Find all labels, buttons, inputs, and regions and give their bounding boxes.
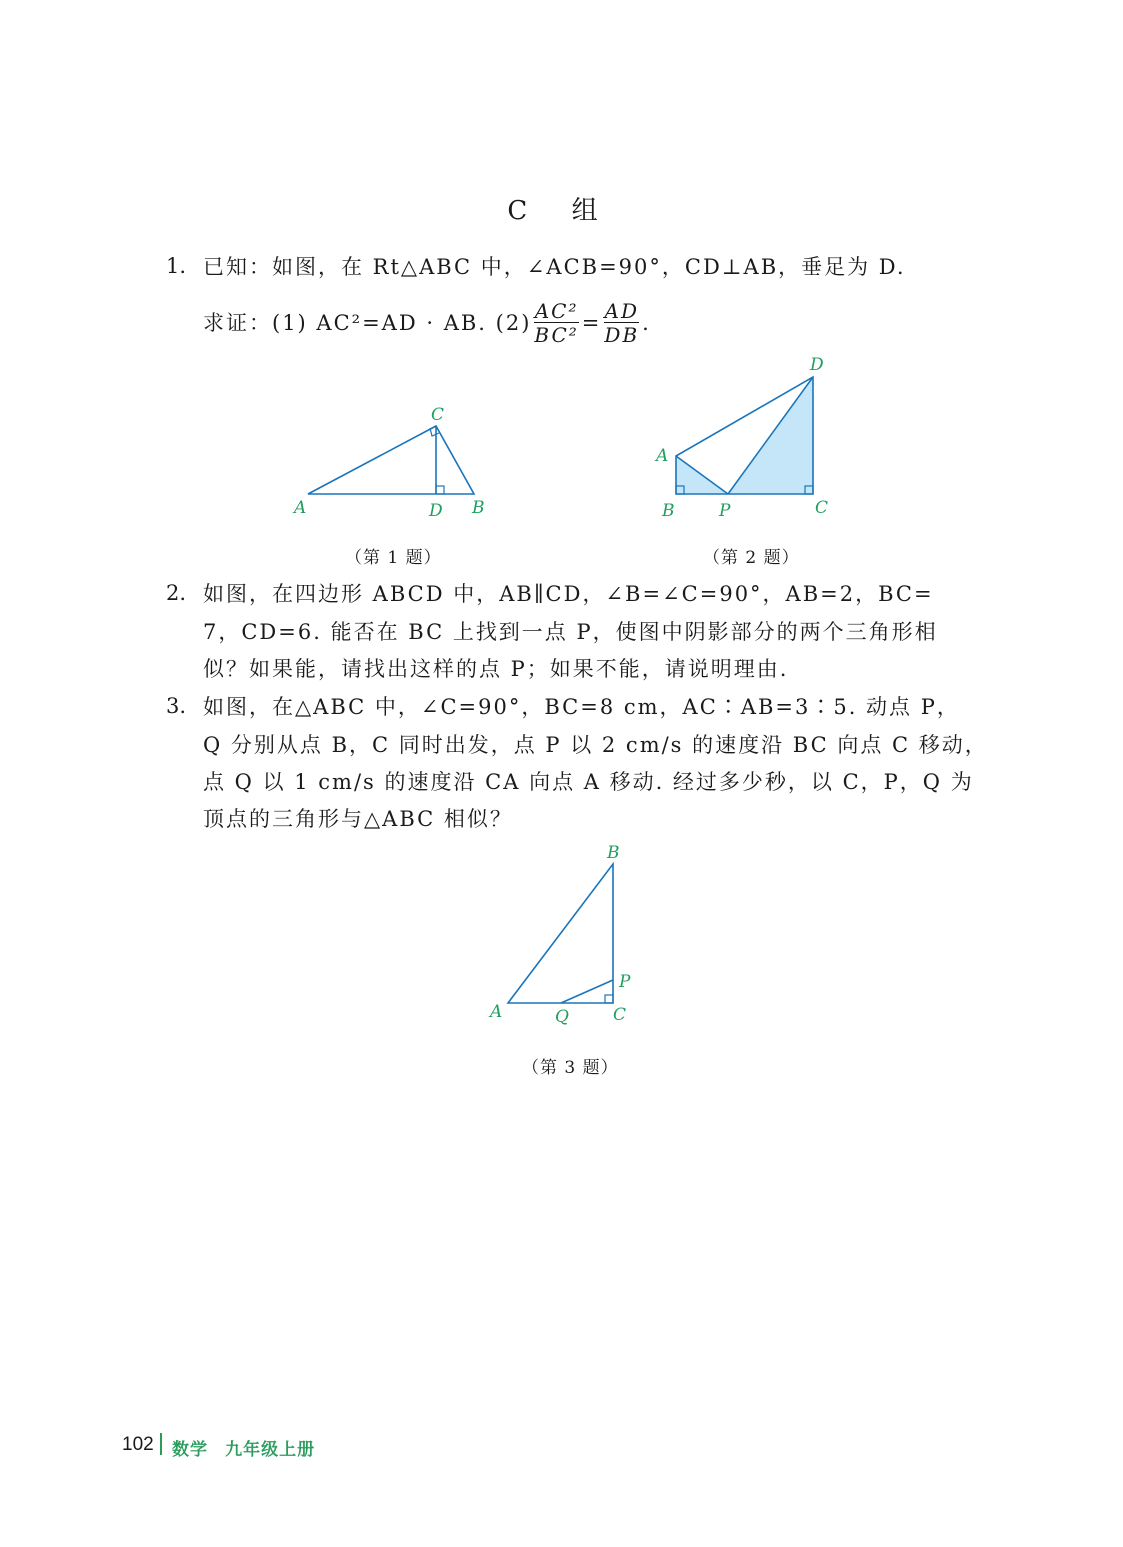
- figure2: [654, 355, 828, 521]
- figure3: [488, 843, 631, 1027]
- label-d: D: [429, 501, 443, 521]
- label-b: B: [607, 843, 620, 863]
- fraction-denominator: DB: [604, 323, 640, 347]
- label-c: C: [815, 498, 829, 518]
- right-angle-mark-d: [436, 486, 444, 494]
- triangle-abc: [508, 864, 613, 1003]
- problem1-number: 1.: [166, 254, 187, 278]
- label-p: P: [719, 501, 731, 521]
- problem2-number: 2.: [166, 581, 187, 605]
- label-c: C: [613, 1005, 627, 1025]
- label-q: Q: [555, 1007, 569, 1027]
- figure1-caption: （第 1 题）: [345, 548, 442, 568]
- problem3-line4: 顶点的三角形与△ABC 相似？: [203, 807, 513, 831]
- label-c: C: [431, 405, 445, 425]
- label-a: A: [490, 1002, 503, 1022]
- problem1-prove-text: 求证：(1) AC²=AD · AB. (2): [203, 311, 532, 335]
- problem1-line1: 已知：如图，在 Rt△ABC 中，∠ACB=90°，CD⊥AB，垂足为 D.: [203, 255, 906, 279]
- footer-divider: [160, 1433, 162, 1455]
- fraction-numerator: AD: [604, 299, 640, 323]
- problem3-line1: 如图，在△ABC 中，∠C=90°，BC=8 cm，AC∶AB=3∶5. 动点 P，: [203, 695, 960, 719]
- section-title: C 组: [507, 196, 616, 226]
- fraction-numerator: AC²: [534, 299, 579, 323]
- problem2-line1: 如图，在四边形 ABCD 中，AB∥CD，∠B=∠C=90°，AB=2，BC=: [203, 582, 934, 606]
- period: .: [642, 311, 651, 335]
- right-angle-mark-c: [605, 995, 613, 1003]
- label-a: A: [656, 446, 669, 466]
- label-d: D: [810, 355, 824, 375]
- fraction-denominator: BC²: [534, 323, 579, 347]
- label-a: A: [294, 498, 307, 518]
- triangle-abc: [308, 426, 474, 494]
- problem3-line2: Q 分别从点 B，C 同时出发，点 P 以 2 cm/s 的速度沿 BC 向点 C 移动，: [203, 733, 988, 757]
- problem2-line3: 似？如果能，请找出这样的点 P；如果不能，请说明理由.: [203, 657, 789, 681]
- equals-sign: =: [581, 311, 602, 335]
- figure2-caption: （第 2 题）: [703, 548, 800, 568]
- figure1: [292, 405, 485, 521]
- label-b: B: [472, 498, 485, 518]
- figure3-caption: （第 3 题）: [522, 1058, 619, 1078]
- problem3-line3: 点 Q 以 1 cm/s 的速度沿 CA 向点 A 移动. 经过多少秒，以 C，P，Q 为: [203, 770, 974, 794]
- label-b: B: [662, 501, 675, 521]
- problem3-number: 3.: [166, 694, 187, 718]
- book-title: 数学 九年级上册: [172, 1440, 316, 1459]
- problem2-line2: 7，CD=6. 能否在 BC 上找到一点 P，使图中阴影部分的两个三角形相: [203, 620, 938, 644]
- label-p: P: [619, 972, 631, 992]
- page-number: 102: [122, 1434, 154, 1455]
